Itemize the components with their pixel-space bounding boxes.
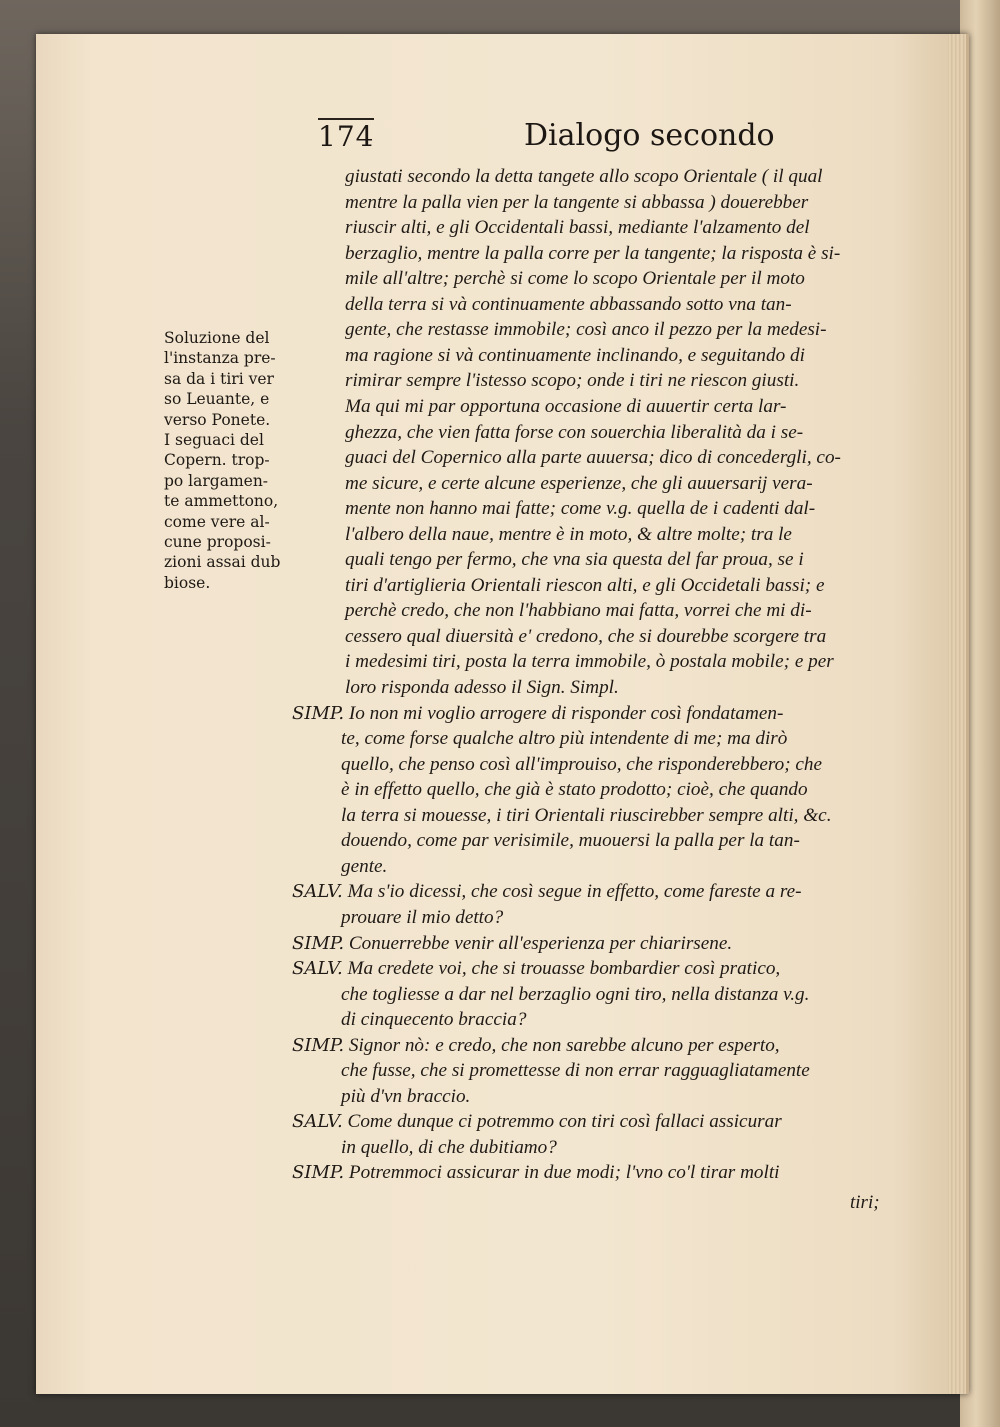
text-line (345, 216, 810, 240)
margin-note-line: I seguaci del (164, 431, 264, 450)
text-line (345, 599, 812, 623)
line-text: di cinquecento braccia? (341, 1009, 527, 1031)
line-text: Signor nò: e credo, che non sarebbe alcuno per esperto, (348, 1034, 780, 1056)
text-line (345, 395, 786, 419)
line-text: Conuerrebbe venir all'esperienza per chiarirsene. (348, 932, 733, 954)
text-line (341, 727, 787, 751)
text-line (345, 318, 827, 342)
line-text: prouare il mio detto? (341, 906, 504, 928)
marginal-note (164, 328, 294, 593)
line-text: cessero qual diuersità e' credono, che si dourebbe scorgere tra (345, 625, 827, 647)
line-text: è in effetto quello, che già è stato prodotto; cioè, che quando (341, 779, 808, 801)
text-line (341, 1008, 526, 1032)
line-text: quali tengo per fermo, che vna sia questa del far proua, se i (345, 549, 804, 571)
page-fore-edge (948, 34, 966, 1394)
text-line (345, 472, 813, 496)
line-text: in quello, di che dubitiamo? (341, 1136, 557, 1158)
line-text: più d'vn braccio. (341, 1085, 471, 1107)
speaker-line (292, 1110, 782, 1134)
line-text: Io non mi voglio arrogere di risponder così fondatamen- (348, 702, 784, 724)
margin-note-line: Copern. trop- (164, 451, 270, 470)
line-text: Potremmoci assicurar in due modi; l'vno co'l tirar molti (348, 1162, 780, 1184)
text-line (341, 983, 809, 1007)
speaker-line (292, 957, 780, 981)
text-line (341, 855, 387, 879)
margin-note-line: zioni assai dub (164, 553, 281, 572)
text-line (345, 625, 826, 649)
text-line (345, 369, 799, 393)
speaker-label: SALV. (292, 1111, 343, 1133)
text-line (345, 446, 841, 470)
text-line (345, 676, 619, 700)
speaker-label: SALV. (292, 881, 343, 903)
line-text: Ma qui mi par opportuna occasione di auuertir certa lar- (345, 395, 787, 417)
speaker-line (292, 1034, 780, 1058)
margin-note-line: Soluzione del (164, 329, 270, 347)
running-title: Dialogo secondo (524, 118, 775, 153)
page-number: 174 (318, 120, 375, 153)
margin-note-line: verso Ponete. (164, 410, 271, 429)
line-text: della terra si và continuamente abbassando sotto vna tan- (345, 293, 792, 315)
speaker-line (292, 702, 783, 726)
line-text: quello, che penso così all'improuiso, che risponderebbero; che (341, 753, 823, 775)
text-line (345, 191, 808, 215)
speaker-line (292, 1161, 780, 1185)
line-text: guaci del Copernico alla parte auuersa; dico di concedergli, co- (345, 447, 841, 469)
margin-note-line: po largamen- (164, 471, 269, 490)
line-text: rimirar sempre l'istesso scopo; onde i tiri ne riescon giusti. (345, 370, 800, 392)
text-line (341, 804, 832, 828)
line-text: la terra si mouesse, i tiri Orientali riuscirebber sempre alti, &c. (341, 804, 832, 826)
catchword: tiri; (850, 1192, 880, 1213)
running-header (318, 118, 788, 158)
text-line (341, 753, 822, 777)
margin-note-line: come vere al- (164, 512, 270, 531)
margin-note-line: sa da i tiri ver (164, 369, 274, 388)
line-text: berzaglio, mentre la palla corre per la tangente; la risposta è si- (345, 242, 841, 264)
line-text: riuscir alti, e gli Occidentali bassi, mediante l'alzamento del (345, 217, 810, 239)
text-line (345, 574, 824, 598)
text-line (345, 293, 792, 317)
text-line (345, 267, 805, 291)
margin-note-line: biose. (164, 573, 211, 592)
text-line (341, 1085, 470, 1109)
line-text: me sicure, e certe alcune esperienze, che gli auuersarij vera- (345, 472, 813, 494)
line-text: mente non hanno mai fatte; come v.g. quella de i cadenti dal- (345, 498, 816, 520)
line-text: Ma credete voi, che si trouasse bombardier così pratico, (347, 958, 781, 980)
text-line (341, 1059, 810, 1083)
line-text: gente. (341, 855, 388, 877)
margin-note-line: l'instanza pre- (164, 349, 276, 368)
line-text: tiri d'artiglieria Orientali riescon alti, e gli Occidetali bassi; e (345, 574, 825, 596)
speaker-label: SIMP. (292, 1034, 345, 1056)
line-text: mentre la palla vien per la tangente si abbassa ) douerebber (345, 191, 809, 213)
line-text: giustati secondo la detta tangete allo scopo Orientale ( il qual (345, 166, 823, 187)
line-text: che togliesse a dar nel berzaglio ogni tiro, nella distanza v.g. (341, 983, 810, 1005)
text-line (345, 421, 803, 445)
speaker-label: SIMP. (292, 932, 345, 954)
line-text: ma ragione si và continuamente inclinando, e seguitando di (345, 344, 805, 366)
line-text: te, come forse qualche altro più intendente di me; ma dirò (341, 728, 788, 750)
text-line (345, 344, 805, 368)
text-line (341, 1136, 557, 1160)
line-text: l'albero della naue, mentre è in moto, & altre molte; tra le (345, 523, 792, 545)
text-line (341, 778, 808, 802)
text-line (345, 548, 804, 572)
line-text: perchè credo, che non l'habbiano mai fatta, vorrei che mi di- (345, 600, 812, 622)
speaker-label: SALV. (292, 958, 343, 980)
text-line (341, 829, 800, 853)
speaker-line (292, 880, 802, 904)
speaker-label: SIMP. (292, 1162, 345, 1184)
margin-note-line: te ammettono, (164, 492, 279, 511)
margin-note-line: cune proposi- (164, 533, 271, 552)
line-text: ghezza, che vien fatta forse con souerchia liberalità da i se- (345, 421, 804, 443)
text-line (341, 906, 503, 930)
text-line (345, 523, 792, 547)
text-line (345, 650, 834, 674)
line-text: che fusse, che si promettesse di non errar ragguagliatamente (341, 1060, 810, 1082)
line-text: gente, che restasse immobile; così anco il pezzo per la medesi- (345, 319, 827, 341)
text-line (345, 497, 815, 521)
margin-note-line: so Leuante, e (164, 390, 270, 409)
line-text: i medesimi tiri, posta la terra immobile, ò postala mobile; e per (345, 651, 834, 673)
text-line (345, 165, 823, 189)
line-text: Ma s'io dicessi, che così segue in effetto, come fareste a re- (347, 881, 802, 903)
line-text: loro risponda adesso il Sign. Simpl. (345, 677, 619, 698)
speaker-label: SIMP. (292, 702, 345, 724)
line-text: Come dunque ci potremmo con tiri così fallaci assicurar (347, 1111, 782, 1133)
speaker-line (292, 932, 732, 956)
line-text: mile all'altre; perchè si come lo scopo Orientale per il moto (345, 268, 805, 290)
line-text: douendo, come par verisimile, muouersi la palla per la tan- (341, 830, 800, 852)
text-line (345, 242, 840, 266)
